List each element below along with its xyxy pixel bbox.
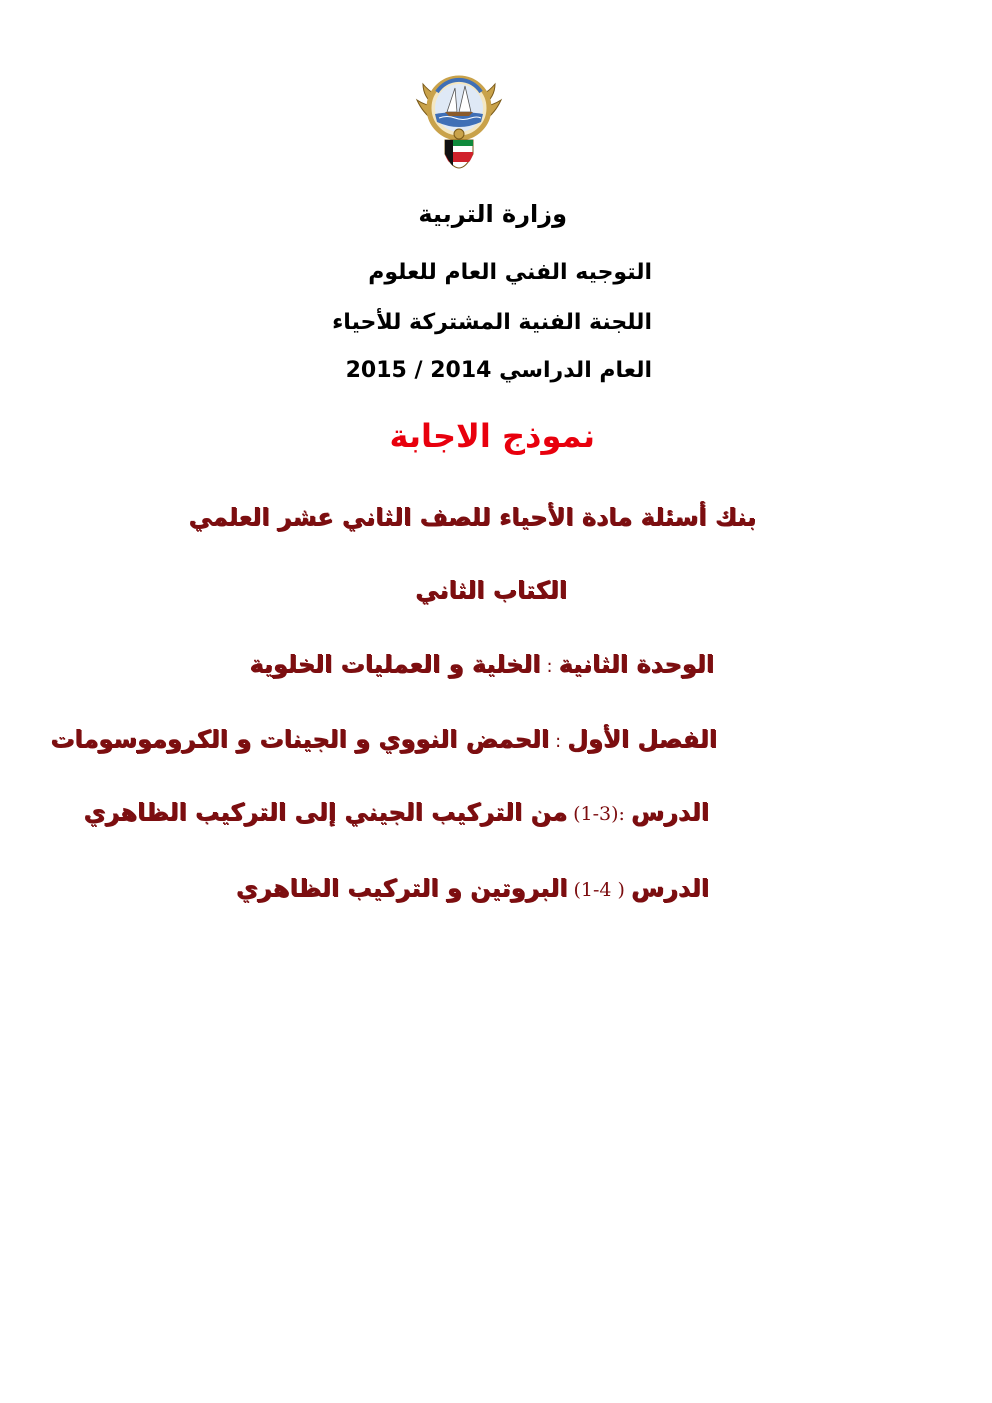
chapter-title: الحمض النووي و الجينات و الكروموسومات — [50, 725, 550, 753]
science-supervision-line: التوجيه الفني العام للعلوم — [368, 260, 652, 285]
ministry-name: وزارة التربية — [418, 200, 567, 228]
lesson-1-code: :(1-3) — [573, 803, 625, 825]
lesson-2-title: البروتين و التركيب الظاهري — [235, 874, 568, 902]
lesson-1-label: الدرس — [630, 798, 709, 826]
lesson-2-code: ( 1-4) — [573, 879, 625, 901]
answer-key-title: نموذج الاجابة — [389, 417, 595, 455]
unit-separator: : — [546, 656, 553, 677]
lesson-1-title: من التركيب الجيني إلى التركيب الظاهري — [83, 798, 568, 826]
academic-year-value: 2015 / 2014 — [345, 358, 492, 383]
lesson-1-heading — [83, 800, 709, 824]
unit-label: الوحدة الثانية — [558, 650, 714, 678]
chapter-label: الفصل الأول — [567, 725, 717, 753]
biology-committee-line: اللجنة الفنية المشتركة للأحياء — [332, 310, 652, 335]
book-heading: الكتاب الثاني — [415, 576, 567, 604]
unit-heading — [249, 652, 714, 676]
lesson-2-heading — [236, 876, 709, 900]
chapter-separator: : — [555, 731, 562, 752]
lesson-2-label: الدرس — [630, 874, 709, 902]
academic-year-label: العام الدراسي — [499, 358, 652, 383]
chapter-heading — [50, 727, 717, 751]
academic-year-line — [346, 360, 652, 382]
kuwait-state-emblem-icon — [411, 70, 507, 184]
unit-title: الخلية و العمليات الخلوية — [249, 650, 541, 678]
question-bank-heading: بنك أسئلة مادة الأحياء للصف الثاني عشر العلمي — [188, 503, 756, 531]
